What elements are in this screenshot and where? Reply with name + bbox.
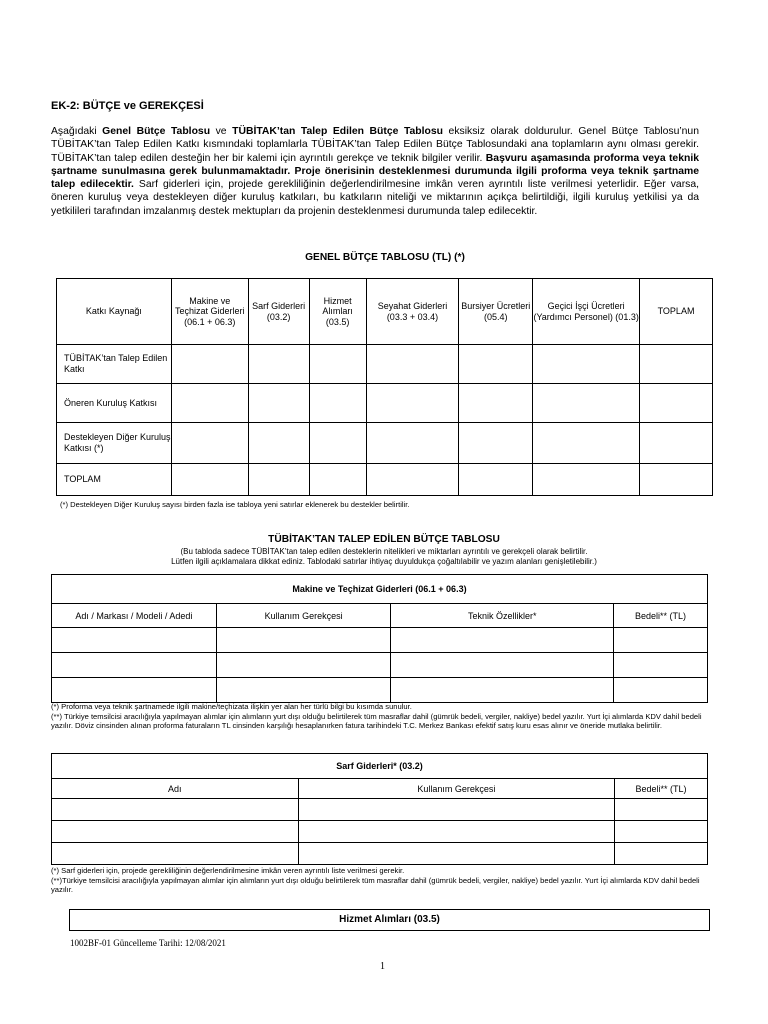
makine-header-2: Teknik Özellikler*	[391, 604, 614, 628]
intro-text-4: Sarf giderleri için, projede gerekliliğinin değerlendirilmesine imkân veren ayrıntılı liste verilmesi yeterlidir. Eğer varsa, öneren kuruluş veya destekleyen diğer kuruluş katkıları, bu katkıların niteliği ve miktarının açıkça belirtildiği, ilgili kuruluş yetkilisi ya da yetkilileri tarafından imzalanmış destek mektupları da projenin desteklenmesi durumunda talep edilecektir.	[51, 179, 700, 217]
table-cell[interactable]	[640, 423, 713, 464]
genel-header-5: Bursiyer Ücretleri (05.4)	[459, 279, 533, 345]
table-row	[57, 423, 713, 464]
intro-text-3: eksiksiz olarak doldurulur. Genel Bütçe Tablosu’nun TÜBİTAK’tan Talep Edilen Katkı kısmındaki toplamlarla TÜBİTAK’tan Talep Edilen Bütçe Tablosundaki ana toplamların aynı olması gerekir. TÜBİTAK’tan talep edilen desteğin her bir kalemi için ayrıntılı gerekçe ve teknik bilgiler verilir.	[51, 126, 699, 164]
table-cell[interactable]	[248, 423, 309, 464]
table-cell[interactable]	[615, 843, 708, 865]
intro-paragraph	[51, 125, 699, 218]
sarf-header-2: Bedeli** (TL)	[615, 779, 708, 799]
table-cell[interactable]	[52, 678, 217, 703]
makine-footnote-2: (**) Türkiye temsilcisi aracılığıyla yapılmayan alımlar için alımların yurt dışı olduğu belirtilerek tüm masraflar dahil (gümrük bedeli, vergiler, nakliye) bedel yazılır. Yurt İçi alımlarda KDV dahil bedeli yazılır. Döviz cinsinden alınan proforma faturaların TL cinsinden karşılığı hesaplanırken fatura tarihindeki T.C. Merkez Bankası efektif satış kuru esas alınır ve öneride mutlaka belirtilir.	[51, 712, 702, 731]
genel-header-3: Hizmet Alımları (03.5)	[309, 279, 366, 345]
table-cell[interactable]	[366, 423, 459, 464]
genel-header-row	[57, 279, 713, 345]
table-cell[interactable]	[171, 464, 248, 496]
genel-row-label-1: Öneren Kuruluş Katkısı	[57, 384, 172, 423]
table-cell[interactable]	[216, 628, 391, 653]
talep-subtitle-2: Lütfen ilgili açıklamalara dikkat ediniz. Tablodaki satırlar ihtiyaç duyuldukça çoğaltılabilir ve yazım alanları genişletilebilir.)	[171, 557, 597, 566]
table-cell[interactable]	[216, 678, 391, 703]
intro-bold-3: Başvuru aşamasında proforma veya teknik şartname sunulmasına gerek bulunmamaktadır. Proje önerisinin desteklenmesi durumunda ilgili proforma veya teknik şartname talep edilecektir.	[51, 152, 699, 191]
genel-footnote: (*) Destekleyen Diğer Kuruluş sayısı birden fazla ise tabloya yeni satırlar eklenerek bu destekler belirtilir.	[60, 500, 410, 509]
table-cell[interactable]	[614, 653, 708, 678]
table-cell[interactable]	[248, 384, 309, 423]
intro-bold-2: TÜBİTAK’tan Talep Edilen Bütçe Tablosu	[232, 126, 444, 137]
table-cell[interactable]	[640, 384, 713, 423]
table-row	[52, 653, 708, 678]
table-cell[interactable]	[52, 843, 299, 865]
table-cell[interactable]	[615, 799, 708, 821]
table-cell[interactable]	[309, 384, 366, 423]
table-cell[interactable]	[298, 799, 615, 821]
table-row	[52, 799, 708, 821]
genel-butce-table	[56, 278, 713, 496]
table-cell[interactable]	[366, 345, 459, 384]
table-cell[interactable]	[298, 821, 615, 843]
table-cell[interactable]	[614, 678, 708, 703]
sarf-header-row	[52, 779, 708, 799]
table-row	[52, 628, 708, 653]
table-row	[57, 464, 713, 496]
table-cell[interactable]	[366, 384, 459, 423]
table-row	[52, 678, 708, 703]
section-heading: EK-2: BÜTÇE ve GEREKÇESİ	[51, 100, 204, 112]
hizmet-title: Hizmet Alımları (03.5)	[339, 914, 440, 925]
makine-header-1: Kullanım Gerekçesi	[216, 604, 391, 628]
table-cell[interactable]	[640, 345, 713, 384]
table-cell[interactable]	[533, 464, 640, 496]
sarf-footnote-2: (**)Türkiye temsilcisi aracılığıyla yapılmayan alımlar için alımların yurt dışı olduğu belirtilerek tüm masraflar dahil (gümrük bedeli, vergiler, nakliye) bedel yazılır. Yurt İçi alımlarda KDV dahil bedeli yazılır.	[51, 876, 700, 895]
sarf-header-1: Kullanım Gerekçesi	[298, 779, 615, 799]
talep-title: TÜBİTAK’TAN TALEP EDİLEN BÜTÇE TABLOSU	[268, 534, 500, 545]
intro-text-2: ve	[210, 126, 233, 137]
sarf-header-0: Adı	[52, 779, 299, 799]
genel-row-label-3: TOPLAM	[57, 464, 172, 496]
genel-row-label-0: TÜBİTAK’tan Talep Edilen Katkı	[57, 345, 172, 384]
table-cell[interactable]	[309, 464, 366, 496]
genel-butce-title: GENEL BÜTÇE TABLOSU (TL) (*)	[305, 252, 465, 263]
makine-header-row	[52, 604, 708, 628]
makine-header-3: Bedeli** (TL)	[614, 604, 708, 628]
table-row	[57, 345, 713, 384]
table-cell[interactable]	[533, 345, 640, 384]
table-cell[interactable]	[298, 843, 615, 865]
table-cell[interactable]	[171, 384, 248, 423]
table-row	[52, 821, 708, 843]
table-cell[interactable]	[52, 628, 217, 653]
table-cell[interactable]	[640, 464, 713, 496]
genel-header-7: TOPLAM	[640, 279, 713, 345]
talep-subtitle-1: (Bu tabloda sadece TÜBİTAK’tan talep edilen desteklerin nitelikleri ve miktarları ayrıntılı ve gerekçeli olarak belirtilir.	[180, 547, 588, 556]
intro-bold-1: Genel Bütçe Tablosu	[102, 126, 211, 137]
table-cell[interactable]	[248, 345, 309, 384]
table-cell[interactable]	[391, 628, 614, 653]
makine-table	[51, 574, 708, 703]
table-cell[interactable]	[52, 653, 217, 678]
makine-title: Makine ve Teçhizat Giderleri (06.1 + 06.3)	[52, 575, 708, 604]
table-cell[interactable]	[309, 423, 366, 464]
table-cell[interactable]	[216, 653, 391, 678]
genel-row-label-2: Destekleyen Diğer Kuruluş Katkısı (*)	[57, 423, 172, 464]
table-cell[interactable]	[615, 821, 708, 843]
sarf-table	[51, 753, 708, 865]
makine-header-0: Adı / Markası / Modeli / Adedi	[52, 604, 217, 628]
table-cell[interactable]	[533, 384, 640, 423]
table-cell[interactable]	[614, 628, 708, 653]
table-cell[interactable]	[248, 464, 309, 496]
table-cell[interactable]	[52, 821, 299, 843]
genel-header-2: Sarf Giderleri (03.2)	[248, 279, 309, 345]
table-cell[interactable]	[459, 423, 533, 464]
table-cell[interactable]	[391, 678, 614, 703]
table-cell[interactable]	[171, 345, 248, 384]
table-cell[interactable]	[459, 384, 533, 423]
table-cell[interactable]	[309, 345, 366, 384]
table-cell[interactable]	[391, 653, 614, 678]
makine-footnote-1: (*) Proforma veya teknik şartnamede ilgili makine/teçhizata ilişkin yer alan her türlü bilgi bu kısımda sunulur.	[51, 702, 412, 711]
sarf-title: Sarf Giderleri* (03.2)	[52, 754, 708, 779]
genel-header-1: Makine ve Teçhizat Giderleri (06.1 + 06.3)	[171, 279, 248, 345]
table-cell[interactable]	[366, 464, 459, 496]
sarf-footnote-1: (*) Sarf giderleri için, projede gerekliliğinin değerlendirilmesine imkân veren ayrıntılı liste verilmesi gerekir.	[51, 866, 405, 875]
table-cell[interactable]	[533, 423, 640, 464]
hizmet-box	[69, 909, 710, 931]
page-number: 1	[380, 961, 385, 972]
form-code-footer: 1002BF-01 Güncelleme Tarihi: 12/08/2021	[70, 938, 226, 948]
genel-header-4: Seyahat Giderleri (03.3 + 03.4)	[366, 279, 459, 345]
table-cell[interactable]	[459, 464, 533, 496]
table-row	[57, 384, 713, 423]
table-row	[52, 843, 708, 865]
table-cell[interactable]	[171, 423, 248, 464]
genel-header-6: Geçici İşçi Ücretleri (Yardımcı Personel) (01.3)	[533, 279, 640, 345]
intro-text-1: Aşağıdaki	[51, 126, 103, 137]
table-cell[interactable]	[52, 799, 299, 821]
genel-header-0: Katkı Kaynağı	[57, 279, 172, 345]
table-cell[interactable]	[459, 345, 533, 384]
